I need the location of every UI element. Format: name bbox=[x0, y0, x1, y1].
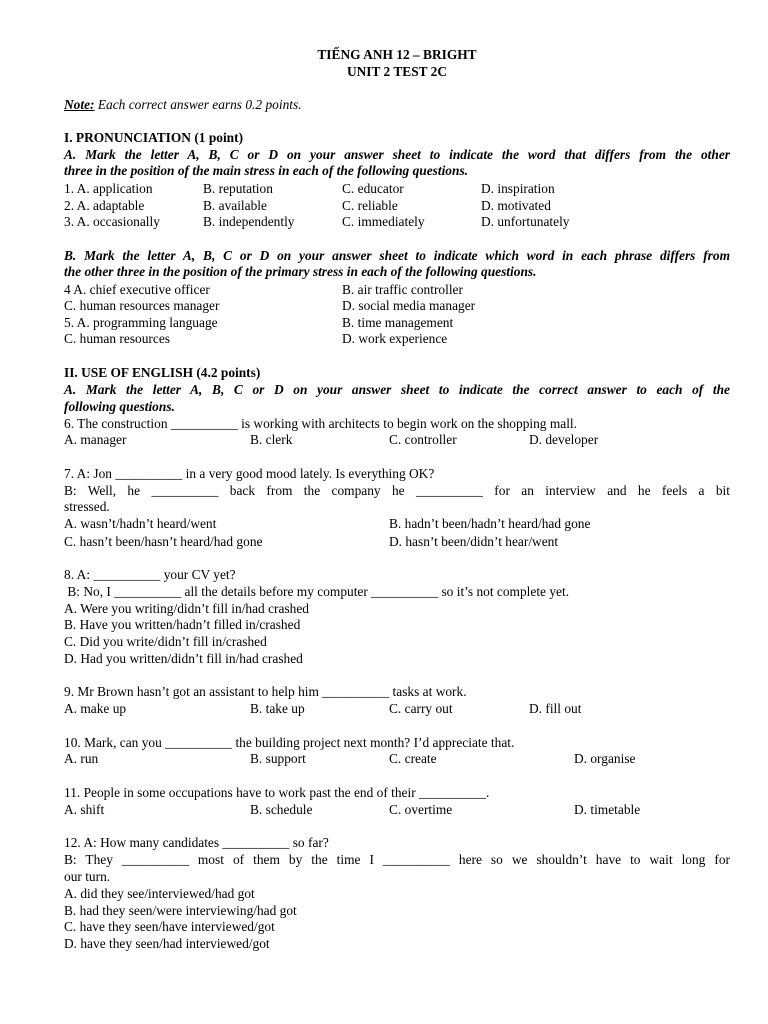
part-b-instruction-1: B. Mark the letter A, B, C or D on your answer sheet to indicate which word in each phrase differs from bbox=[64, 248, 730, 263]
q7-option-b: B. hadn’t been/hadn’t heard/had gone bbox=[389, 516, 591, 531]
section-2-instruction-2: following questions. bbox=[64, 399, 175, 414]
q11-option-c: C. overtime bbox=[389, 802, 453, 817]
section-2-instruction-1: A. Mark the letter A, B, C or D on your answer sheet to indicate the correct answer to each of the bbox=[64, 382, 730, 397]
note-text: Each correct answer earns 0.2 points. bbox=[94, 97, 302, 112]
q12-option-c: C. have they seen/have interviewed/got bbox=[64, 919, 275, 934]
q6-option-b: B. clerk bbox=[250, 432, 293, 447]
q6-stem: 6. The construction __________ is working with architects to begin work on the shopping mall. bbox=[64, 416, 577, 431]
q6-option-a: A. manager bbox=[64, 432, 127, 447]
q4-option-b: B. air traffic controller bbox=[342, 282, 463, 297]
q12-option-b: B. had they seen/were interviewing/had got bbox=[64, 903, 297, 918]
q11-stem: 11. People in some occupations have to work past the end of their __________. bbox=[64, 785, 490, 800]
q4-option-c: C. human resources manager bbox=[64, 298, 220, 313]
q8-option-d: D. Had you written/didn’t fill in/had crashed bbox=[64, 651, 303, 666]
q4-option-a: 4 A. chief executive officer bbox=[64, 282, 210, 297]
q8-option-c: C. Did you write/didn’t fill in/crashed bbox=[64, 634, 267, 649]
q10-option-c: C. create bbox=[389, 751, 437, 766]
part-a-instruction-1: A. Mark the letter A, B, C or D on your answer sheet to indicate the word that differs from the other bbox=[64, 147, 730, 162]
q3-option-c: C. immediately bbox=[342, 214, 425, 229]
q4-option-d: D. social media manager bbox=[342, 298, 476, 313]
q12-line-3: our turn. bbox=[64, 869, 111, 884]
q6-option-d: D. developer bbox=[529, 432, 599, 447]
q8-line-2: B: No, I __________ all the details before my computer __________ so it’s not complete yet. bbox=[64, 584, 570, 599]
q3-option-a: 3. A. occasionally bbox=[64, 214, 160, 229]
q5-option-d: D. work experience bbox=[342, 331, 448, 346]
q1-option-a: 1. A. application bbox=[64, 181, 153, 196]
q12-option-a: A. did they see/interviewed/had got bbox=[64, 886, 255, 901]
q9-option-a: A. make up bbox=[64, 701, 127, 716]
q7-line-2: B: Well, he __________ back from the company he __________ for an interview and he feels a bit bbox=[64, 483, 730, 498]
q8-option-a: A. Were you writing/didn’t fill in/had crashed bbox=[64, 601, 309, 616]
q9-option-b: B. take up bbox=[250, 701, 305, 716]
q2-option-d: D. motivated bbox=[481, 198, 551, 213]
doc-subtitle: UNIT 2 TEST 2C bbox=[346, 64, 448, 79]
q10-stem: 10. Mark, can you __________ the building project next month? I’d appreciate that. bbox=[64, 735, 515, 750]
part-b-instruction-2: the other three in the position of the primary stress in each of the following questions. bbox=[64, 264, 537, 279]
q12-line-1: 12. A: How many candidates __________ so far? bbox=[64, 835, 329, 850]
q1-option-d: D. inspiration bbox=[481, 181, 555, 196]
q2-option-b: B. available bbox=[203, 198, 267, 213]
q7-line-1: 7. A: Jon __________ in a very good mood lately. Is everything OK? bbox=[64, 466, 435, 481]
part-a-instruction-2: three in the position of the main stress in each of the following questions. bbox=[64, 163, 469, 178]
q5-option-b: B. time management bbox=[342, 315, 454, 330]
q5-option-a: 5. A. programming language bbox=[64, 315, 218, 330]
q1-option-b: B. reputation bbox=[203, 181, 273, 196]
q11-option-b: B. schedule bbox=[250, 802, 313, 817]
q3-option-d: D. unfortunately bbox=[481, 214, 570, 229]
note-label: Note: bbox=[64, 97, 95, 112]
q11-option-d: D. timetable bbox=[574, 802, 641, 817]
doc-title: TIẾNG ANH 12 – BRIGHT bbox=[317, 47, 477, 62]
q5-option-c: C. human resources bbox=[64, 331, 170, 346]
q10-option-d: D. organise bbox=[574, 751, 636, 766]
q9-stem: 9. Mr Brown hasn’t got an assistant to help him __________ tasks at work. bbox=[64, 684, 467, 699]
section-2-heading: II. USE OF ENGLISH (4.2 points) bbox=[64, 365, 261, 380]
q9-option-c: C. carry out bbox=[389, 701, 453, 716]
q11-option-a: A. shift bbox=[64, 802, 105, 817]
q10-option-b: B. support bbox=[250, 751, 306, 766]
q12-line-2: B: They __________ most of them by the time I __________ here so we shouldn’t have to wait long for bbox=[64, 852, 730, 867]
q10-option-a: A. run bbox=[64, 751, 99, 766]
note bbox=[64, 97, 730, 113]
q3-option-b: B. independently bbox=[203, 214, 295, 229]
q9-option-d: D. fill out bbox=[529, 701, 582, 716]
q2-option-c: C. reliable bbox=[342, 198, 398, 213]
q2-option-a: 2. A. adaptable bbox=[64, 198, 145, 213]
q6-option-c: C. controller bbox=[389, 432, 457, 447]
q7-option-c: C. hasn’t been/hasn’t heard/had gone bbox=[64, 534, 263, 549]
q7-line-3: stressed. bbox=[64, 499, 110, 514]
section-1-heading: I. PRONUNCIATION (1 point) bbox=[64, 130, 244, 145]
q7-option-d: D. hasn’t been/didn’t hear/went bbox=[389, 534, 559, 549]
q8-option-b: B. Have you written/hadn’t filled in/crashed bbox=[64, 617, 301, 632]
q1-option-c: C. educator bbox=[342, 181, 404, 196]
q8-line-1: 8. A: __________ your CV yet? bbox=[64, 567, 236, 582]
q7-option-a: A. wasn’t/hadn’t heard/went bbox=[64, 516, 217, 531]
q12-option-d: D. have they seen/had interviewed/got bbox=[64, 936, 270, 951]
